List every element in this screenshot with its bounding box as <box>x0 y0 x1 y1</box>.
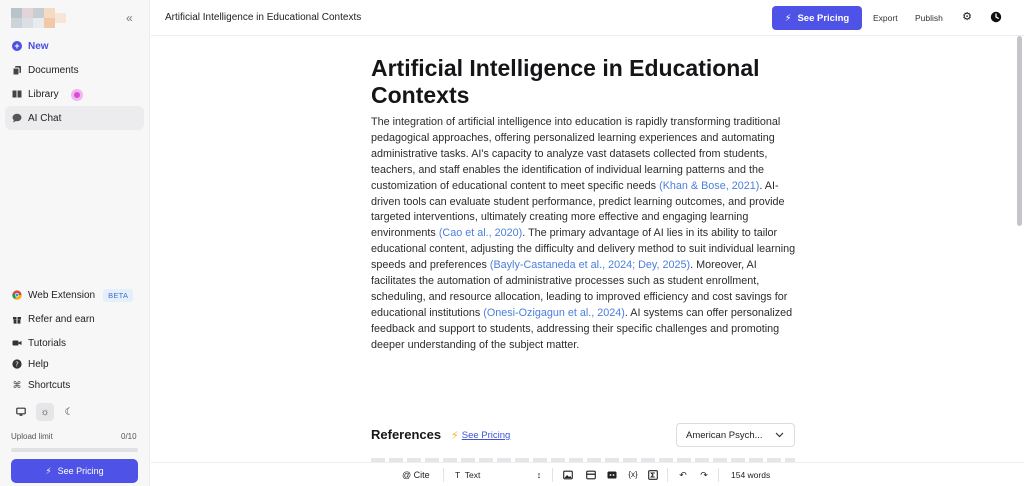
bolt-icon: ⚡︎ <box>45 465 52 476</box>
document-heading[interactable]: Artificial Intelligence in Educational Contexts <box>371 55 760 108</box>
document-title: Artificial Intelligence in Educational Contexts <box>165 12 362 23</box>
toolbar-divider <box>718 468 719 482</box>
formula-icon[interactable]: {x} <box>628 470 638 479</box>
sidebar-item-web-extension[interactable] <box>5 283 144 307</box>
paragraph-text: . The primary advantage of AI lies in its ability to tailor educational content, adjusting the difficulty and delivery method to suit individual learning speeds and preferences <box>371 227 796 272</box>
sidebar-item-label: Refer and earn <box>28 313 95 325</box>
see-pricing-label: See Pricing <box>57 466 104 476</box>
see-pricing-label: See Pricing <box>461 430 511 441</box>
table-icon[interactable] <box>586 470 596 480</box>
upload-progress-bar <box>11 448 138 452</box>
text-style-select[interactable] <box>455 470 480 480</box>
gift-icon <box>12 314 22 324</box>
citation-link[interactable]: (Khan & Bose, 2021) <box>659 179 760 192</box>
toolbar-divider <box>443 468 444 482</box>
citation-style-value: American Psych... <box>686 429 763 441</box>
sidebar-item-label: Library <box>28 88 59 100</box>
sidebar-item-refer-and-earn[interactable] <box>5 307 144 331</box>
collapse-sidebar-icon[interactable]: « <box>126 11 133 25</box>
citation-link[interactable]: (Cao et al., 2020) <box>438 227 523 240</box>
image-icon[interactable] <box>563 470 573 480</box>
chrome-icon <box>12 290 22 300</box>
moon-icon[interactable]: ☾ <box>64 406 74 418</box>
sidebar-see-pricing-button[interactable] <box>11 459 138 483</box>
see-pricing-label: See Pricing <box>797 12 850 24</box>
document-paragraph[interactable] <box>371 115 803 354</box>
sidebar-item-label: Help <box>28 358 49 370</box>
citation-style-select[interactable] <box>676 423 795 447</box>
app-logo[interactable] <box>11 8 65 27</box>
paragraph-text: . Moreover, AI facilitates the automation of administrative processes such as student enrollment, scheduling, and resource allocation, leading to improved efficiency and cost savings for educational institutions <box>371 259 788 319</box>
monitor-icon[interactable] <box>12 403 30 421</box>
sun-icon[interactable]: ☼ <box>36 403 54 421</box>
at-icon: @ <box>402 470 412 480</box>
plus-circle-icon: + <box>12 41 22 51</box>
upload-limit-count: 0/10 <box>121 432 137 441</box>
history-icon[interactable] <box>990 11 1002 23</box>
sidebar-item-library[interactable] <box>5 82 144 106</box>
paragraph-text: . AI systems can offer personalized feedback and support to students, addressing their specific challenges and promoting deeper understanding of the subject matter. <box>371 306 793 351</box>
chevron-down-icon <box>775 430 784 441</box>
bolt-icon: ⚡︎ <box>784 12 792 24</box>
bottom-toolbar <box>151 462 1024 486</box>
cite-label: Cite <box>413 470 430 480</box>
sigma-icon[interactable] <box>648 470 658 480</box>
library-icon <box>12 89 22 99</box>
redo-icon[interactable]: ↷ <box>700 470 708 480</box>
paragraph-text: The integration of artificial intelligence into education is rapidly transforming traditional pedagogical approaches, offering personalized learning experiences and automating administrative tasks. AI's capacity to analyze vast datasets collected from students, teachers, and staff enables the identification of individual learning patterns and the customization of educational content to meet specific needs <box>371 116 781 192</box>
theme-switcher <box>12 403 78 421</box>
undo-icon[interactable]: ↶ <box>679 470 687 480</box>
cite-button[interactable] <box>402 470 430 480</box>
sidebar-item-new[interactable] <box>5 34 144 58</box>
sidebar-item-label: AI Chat <box>28 112 62 124</box>
command-icon: ⌘ <box>12 379 22 390</box>
embed-icon[interactable] <box>607 470 617 480</box>
sidebar-item-label: Tutorials <box>28 337 66 349</box>
help-icon <box>12 359 22 369</box>
video-icon <box>12 338 22 348</box>
word-count: 154 words <box>731 470 771 480</box>
gear-icon[interactable]: ⚙︎ <box>962 11 972 23</box>
sidebar-item-label: Shortcuts <box>28 379 71 391</box>
sidebar-item-label: Web Extension <box>28 289 96 301</box>
svg-text:?: ? <box>15 360 19 369</box>
chat-icon <box>12 113 22 123</box>
sidebar-item-documents[interactable] <box>5 58 144 82</box>
top-bar <box>151 0 1024 36</box>
sidebar-item-shortcuts[interactable] <box>5 373 144 397</box>
beta-badge: BETA <box>103 289 133 302</box>
text-type-icon: T <box>455 470 461 480</box>
documents-icon <box>12 65 22 75</box>
citation-link[interactable]: (Bayly-Castaneda et al., 2024; Dey, 2025) <box>489 259 691 272</box>
publish-button[interactable]: Publish <box>915 13 943 23</box>
references-heading: References <box>371 427 442 442</box>
toolbar-divider <box>667 468 668 482</box>
sidebar-item-ai-chat[interactable] <box>5 106 144 130</box>
citation-link[interactable]: (Onesi-Ozigagun et al., 2024) <box>483 306 625 319</box>
bolt-icon: ⚡︎ <box>451 430 459 442</box>
references-see-pricing-link[interactable] <box>451 429 510 442</box>
paragraph-text: . AI-driven tools can evaluate student performance, predict learning outcomes, and provide targeted interventions, ultimately creating more effective and engaging learning environments <box>371 179 785 240</box>
toolbar-divider <box>552 468 553 482</box>
chevron-up-down-icon[interactable]: ↕ <box>536 470 542 480</box>
sidebar <box>0 0 150 486</box>
notification-dot-icon <box>71 89 83 101</box>
see-pricing-button[interactable] <box>772 6 862 30</box>
upload-limit-label: Upload limit <box>11 432 53 441</box>
document-scrollbar[interactable] <box>1017 36 1022 226</box>
text-style-value: Text <box>464 470 481 480</box>
sidebar-item-label: Documents <box>28 64 79 76</box>
export-button[interactable]: Export <box>873 13 898 23</box>
sidebar-item-label: New <box>28 40 49 52</box>
